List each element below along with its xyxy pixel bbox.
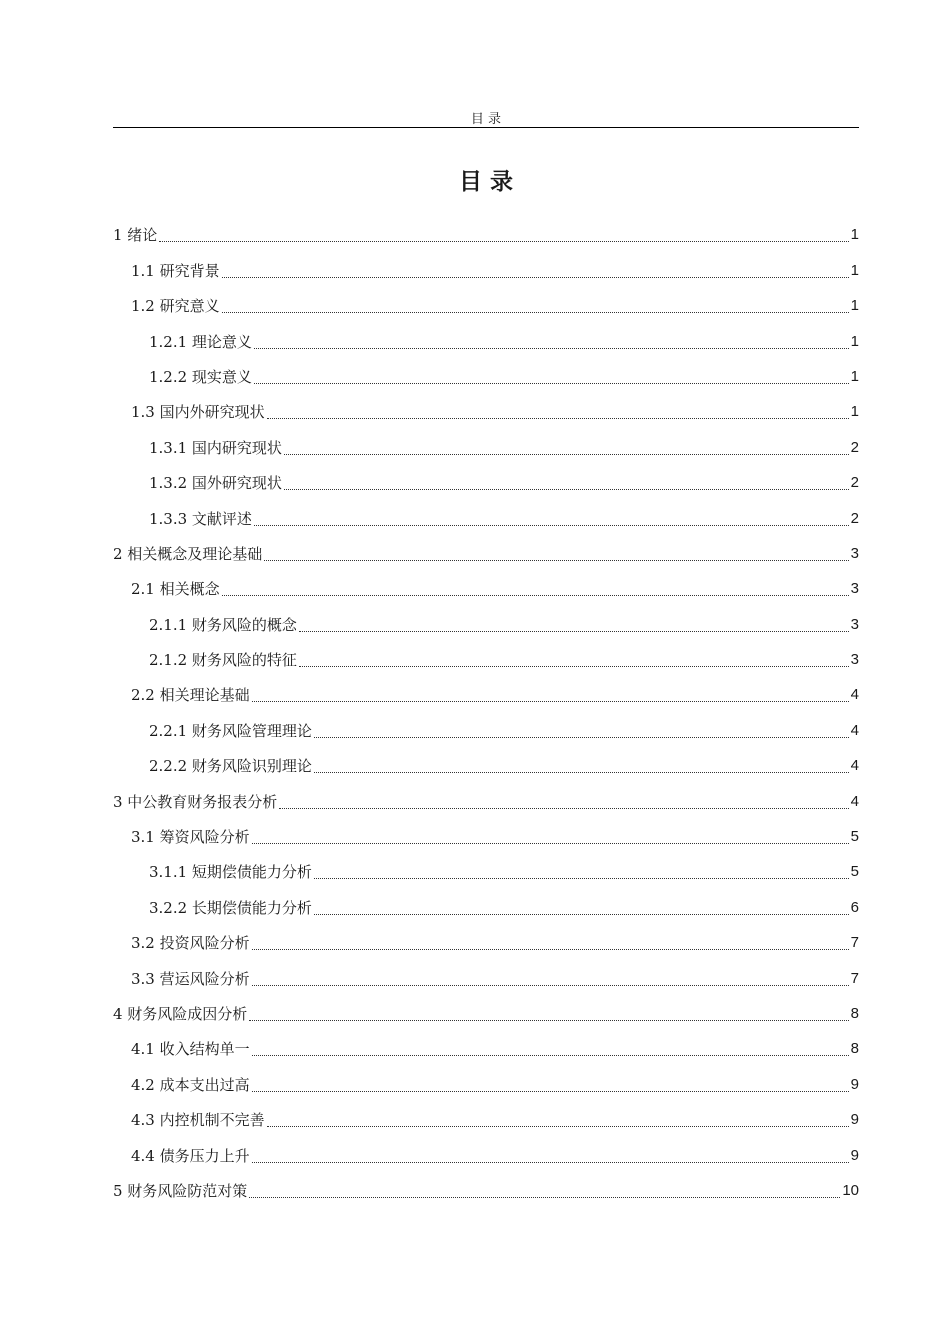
toc-entry[interactable]: [113, 464, 859, 499]
toc-entry-page-number: 1: [850, 403, 859, 421]
toc-entry[interactable]: [113, 853, 859, 888]
toc-entry[interactable]: [113, 1172, 859, 1207]
toc-entry-page-number: 3: [850, 580, 859, 598]
toc-entry[interactable]: [113, 888, 859, 923]
dot-leader: [252, 1161, 849, 1163]
toc-entry-label: 3.2.2 长期偿债能力分析: [149, 898, 312, 917]
toc-entry-label: 1.1 研究背景: [131, 261, 220, 280]
toc-entry-page-number: 3: [850, 651, 859, 669]
dot-leader: [314, 877, 849, 879]
header-rule: [113, 127, 859, 128]
dot-leader: [267, 1125, 849, 1127]
dot-leader: [252, 842, 849, 844]
toc-entry-label: 4.4 债务压力上升: [131, 1146, 250, 1165]
toc-entry-page-number: 7: [850, 969, 859, 987]
toc-entry-page-number: 4: [850, 757, 859, 775]
dot-leader: [254, 382, 849, 384]
toc-entry-page-number: 1: [850, 367, 859, 385]
toc-entry[interactable]: [113, 428, 859, 463]
dot-leader: [314, 913, 849, 915]
dot-leader: [284, 453, 849, 455]
toc-entry[interactable]: [113, 287, 859, 322]
toc-entry-label: 3.1 筹资风险分析: [131, 828, 250, 847]
toc-entry[interactable]: [113, 216, 859, 251]
toc-entry-label: 2.2.1 财务风险管理理论: [149, 721, 312, 740]
toc-entry-label: 4.3 内控机制不完善: [131, 1111, 265, 1130]
dot-leader: [314, 736, 849, 738]
toc-entry-label: 3.1.1 短期偿债能力分析: [149, 863, 312, 882]
toc-entry-label: 2.1.2 财务风险的特征: [149, 651, 297, 670]
table-of-contents: [113, 216, 859, 1207]
toc-entry[interactable]: [113, 1101, 859, 1136]
toc-entry[interactable]: [113, 711, 859, 746]
toc-entry[interactable]: [113, 251, 859, 286]
dot-leader: [252, 984, 849, 986]
dot-leader: [267, 417, 849, 419]
toc-entry-page-number: 2: [850, 474, 859, 492]
toc-entry-page-number: 5: [850, 863, 859, 881]
toc-entry[interactable]: [113, 641, 859, 676]
toc-entry-label: 1.2 研究意义: [131, 297, 220, 316]
toc-entry[interactable]: [113, 995, 859, 1030]
dot-leader: [314, 771, 849, 773]
toc-entry-page-number: 1: [850, 261, 859, 279]
toc-entry-label: 2.1 相关概念: [131, 580, 220, 599]
toc-entry-label: 3 中公教育财务报表分析: [113, 792, 278, 811]
toc-entry[interactable]: [113, 1136, 859, 1171]
toc-entry-page-number: 6: [850, 898, 859, 916]
dot-leader: [254, 347, 849, 349]
toc-entry[interactable]: [113, 782, 859, 817]
dot-leader: [252, 700, 849, 702]
toc-entry-label: 5 财务风险防范对策: [113, 1181, 248, 1200]
dot-leader: [222, 311, 849, 313]
dot-leader: [299, 665, 849, 667]
toc-entry-label: 1 绪论: [113, 226, 158, 245]
toc-entry-label: 1.2.1 理论意义: [149, 332, 252, 351]
toc-entry-page-number: 10: [842, 1181, 859, 1199]
toc-entry-label: 4 财务风险成因分析: [113, 1004, 248, 1023]
dot-leader: [284, 488, 849, 490]
toc-entry-label: 1.3.1 国内研究现状: [149, 438, 282, 457]
dot-leader: [222, 594, 849, 596]
toc-entry[interactable]: [113, 393, 859, 428]
toc-entry[interactable]: [113, 1065, 859, 1100]
dot-leader: [159, 240, 848, 242]
dot-leader: [249, 1196, 840, 1198]
toc-entry-label: 2.2.2 财务风险识别理论: [149, 757, 312, 776]
toc-entry-page-number: 3: [850, 544, 859, 562]
toc-entry[interactable]: [113, 499, 859, 534]
page-title: 目 录: [458, 168, 513, 195]
toc-entry[interactable]: [113, 959, 859, 994]
toc-entry-page-number: 1: [850, 297, 859, 315]
toc-entry-page-number: 9: [850, 1075, 859, 1093]
toc-entry-page-number: 1: [850, 226, 859, 244]
toc-entry-label: 2.1.1 财务风险的概念: [149, 615, 297, 634]
toc-entry-page-number: 9: [850, 1111, 859, 1129]
dot-leader: [249, 1019, 848, 1021]
toc-entry[interactable]: [113, 322, 859, 357]
toc-entry[interactable]: [113, 747, 859, 782]
toc-entry-page-number: 4: [850, 686, 859, 704]
dot-leader: [252, 1090, 849, 1092]
toc-entry-page-number: 4: [850, 721, 859, 739]
toc-entry[interactable]: [113, 605, 859, 640]
toc-entry-page-number: 3: [850, 615, 859, 633]
toc-entry[interactable]: [113, 818, 859, 853]
toc-entry-label: 3.2 投资风险分析: [131, 934, 250, 953]
toc-entry-label: 1.3.3 文献评述: [149, 509, 252, 528]
toc-entry-label: 1.3 国内外研究现状: [131, 403, 265, 422]
toc-entry-label: 2 相关概念及理论基础: [113, 544, 263, 563]
dot-leader: [222, 276, 849, 278]
toc-entry-label: 4.2 成本支出过高: [131, 1075, 250, 1094]
toc-entry-page-number: 2: [850, 438, 859, 456]
dot-leader: [279, 807, 848, 809]
toc-entry-page-number: 8: [850, 1040, 859, 1058]
toc-entry[interactable]: [113, 924, 859, 959]
dot-leader: [254, 524, 849, 526]
toc-entry-page-number: 7: [850, 934, 859, 952]
toc-entry[interactable]: [113, 570, 859, 605]
toc-entry[interactable]: [113, 358, 859, 393]
toc-entry[interactable]: [113, 676, 859, 711]
running-header: 目 录: [470, 112, 502, 127]
toc-entry[interactable]: [113, 535, 859, 570]
dot-leader: [264, 559, 848, 561]
dot-leader: [299, 630, 849, 632]
dot-leader: [252, 1054, 849, 1056]
toc-entry-page-number: 4: [850, 792, 859, 810]
toc-entry-label: 4.1 收入结构单一: [131, 1040, 250, 1059]
toc-entry-page-number: 1: [850, 332, 859, 350]
toc-entry-label: 1.2.2 现实意义: [149, 367, 252, 386]
toc-entry-page-number: 2: [850, 509, 859, 527]
toc-entry-page-number: 5: [850, 828, 859, 846]
dot-leader: [252, 948, 849, 950]
toc-entry-page-number: 9: [850, 1146, 859, 1164]
toc-entry-page-number: 8: [850, 1004, 859, 1022]
toc-entry[interactable]: [113, 1030, 859, 1065]
toc-entry-label: 2.2 相关理论基础: [131, 686, 250, 705]
toc-entry-label: 3.3 营运风险分析: [131, 969, 250, 988]
toc-entry-label: 1.3.2 国外研究现状: [149, 474, 282, 493]
